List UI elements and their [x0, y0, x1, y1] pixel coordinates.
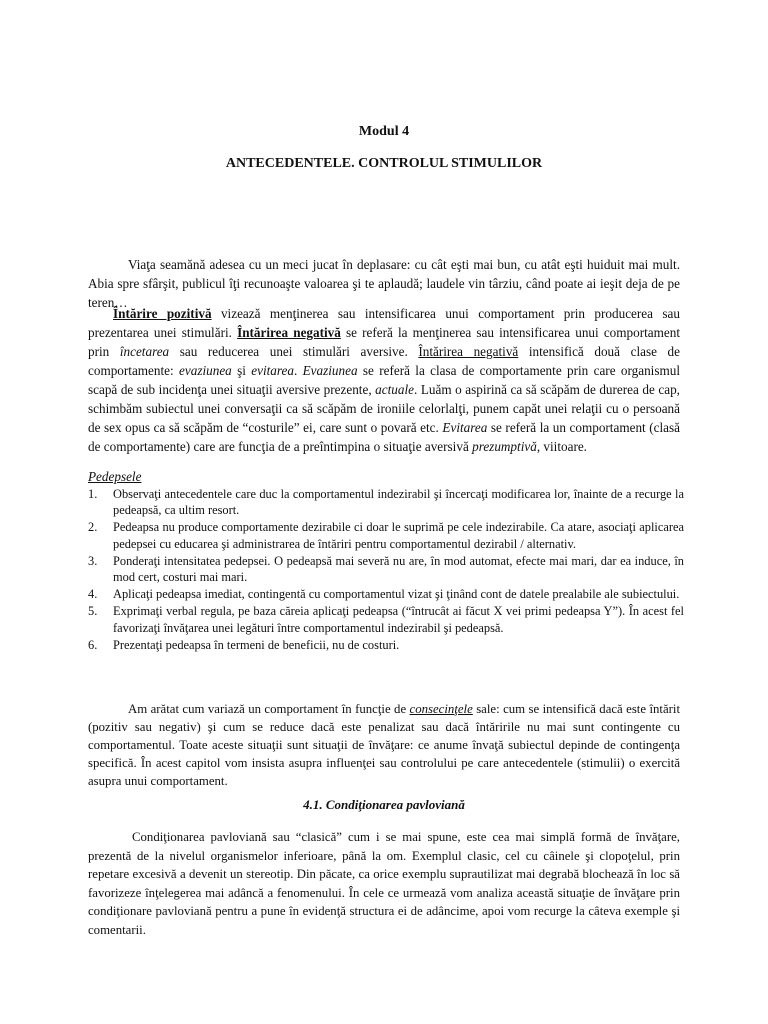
- text-segment: Am arătat cum variază un comportament în funcţie de: [128, 702, 410, 716]
- chapter-title: ANTECEDENTELE. CONTROLUL STIMULILOR: [225, 156, 543, 171]
- section-paragraph: Condiţionarea pavloviană sau “clasică” cum i se mai spune, este cea mai simplă formă de învăţare, prezentă de la nivelul organismelor inferioare, până la om. Exemplul clasic, cel cu câinele şi clopoţelul, prin repetare excesivă a devenit un stereotip. Din păcate, ca orice exemplu suprautilizat mai degrabă blochează în loc să favorizeze înţelegerea mai adâncă a fenomenului. În cele ce urmează vom analiza această situaţie de învăţare prin condiţionare pavloviană pentru a pune în evidenţă structura ei de adâncime, apoi vom recurge la câteva exemple şi comentarii.: [88, 830, 680, 937]
- list-item: [88, 486, 684, 518]
- list-number: 2.: [88, 520, 98, 535]
- list-number: 4.: [88, 587, 98, 602]
- text-segment: vizează menţinerea sau intensificarea unui comportament prin producerea sau prezentarea unei stimulări.: [88, 306, 680, 340]
- text-segment: se referă la un comportament (clasă de comportamente) care are funcţia de a preîntimpina o situaţie aversivă: [88, 420, 680, 454]
- list-number: 1.: [88, 487, 98, 501]
- list-number: 5.: [88, 604, 98, 619]
- module-label: Modul 4: [358, 124, 410, 139]
- emphasis-cessation: încetarea: [119, 344, 170, 359]
- emphasis-presumptive: prezumptivă: [472, 439, 537, 454]
- emphasis-escape-2: Evaziunea: [302, 363, 358, 378]
- term-positive-reinforcement: Întărire pozitivă: [113, 306, 212, 321]
- term-negative-reinforcement-2: Întărirea negativă: [418, 344, 519, 359]
- emphasis-avoidance-2: Evitarea: [442, 420, 488, 435]
- intro-paragraph: Viaţa seamănă adesea cu un meci jucat în deplasare: cu cât eşti mai bun, cu atât eşti huiduit mai mult. Abia spre sfârşit, publicul îţi recunoaşte valoarea şi te aplaudă; laudele vin târziu, când poate ai ieşit deja de pe teren…: [88, 257, 680, 310]
- list-item-text: Aplicaţi pedeapsa imediat, contingentă cu comportamentul vizat şi ţinând cont de datele prealabile ale subiectului.: [113, 587, 680, 602]
- list-item: [88, 553, 684, 585]
- list-item: [88, 586, 684, 602]
- term-negative-reinforcement: Întărirea negativă: [237, 325, 341, 340]
- list-item: [88, 637, 684, 653]
- emphasis-consequences: consecinţele: [409, 702, 473, 716]
- list-item-text: Prezentaţi pedeapsa în termeni de beneficii, nu de costuri.: [113, 637, 400, 652]
- text-segment: . Luăm o aspirină ca să scăpăm de durerea de cap, schimbăm subiectul unei conversaţii ca să scăpăm de ironiile celorlalţi, punem capăt unei relaţii cu o persoană de sex opus ca să scăpăm de “costurile” ei, care sunt o povară etc.: [88, 382, 680, 435]
- text-segment: intensifică două clase de comportamente:: [88, 344, 680, 378]
- text-segment: sau reducerea unei stimulări aversive.: [169, 344, 419, 359]
- text-segment: sale: cum se intensifică dacă este întărit (pozitiv sau negativ) şi cum se reduce dacă este penalizat sau dacă întăririle nu mai sunt contingente cu comportamentul. Toate aceste situaţii sunt situaţii de învăţare: ce anume învaţă subiectul depinde de contingenţa specifică. În acest capitol vom insista asupra influenţei sau controlului pe care antecedentele (stimulii) o exercită asupra unui comportament.: [88, 702, 681, 788]
- summary-paragraph: [88, 700, 680, 790]
- section-title: 4.1. Condiţionarea pavloviană: [303, 797, 465, 812]
- list-item: [88, 603, 684, 635]
- emphasis-actual: actuale: [375, 382, 414, 397]
- list-number: 3.: [88, 553, 98, 568]
- emphasis-escape: evaziunea: [179, 363, 232, 378]
- emphasis-avoidance: evitarea: [251, 363, 294, 378]
- text-segment: se referă la clasa de comportamente prin care organismul scapă de sub incidenţa unei situaţii aversive prezente,: [88, 363, 680, 397]
- list-item: [88, 519, 684, 551]
- text-segment: , viitoare.: [536, 439, 587, 454]
- text-segment: .: [293, 363, 303, 378]
- reinforcement-paragraph: [88, 304, 680, 456]
- text-segment: şi: [231, 363, 252, 378]
- list-number: 6.: [88, 637, 98, 652]
- punishments-heading: Pedepsele: [88, 469, 142, 484]
- punishments-list: [88, 486, 684, 654]
- list-item-text: Pedeapsa nu produce comportamente dezirabile ci doar le suprimă pe cele indezirabile. Ca atare, asociaţi aplicarea pedepsei cu educarea şi administrarea de întăriri pentru comportamentul dezirabil / alternativ.: [113, 520, 684, 551]
- list-item-text: Ponderaţi intensitatea pedepsei. O pedeapsă mai severă nu are, în mod automat, efecte mai mari, dar ea induce, în mod cert, costuri mai mari.: [113, 553, 684, 585]
- list-item-text: Exprimaţi verbal regula, pe baza căreia aplicaţi pedeapsa (“întrucât ai făcut X vei primi pedeapsa Y”). În acest fel favorizaţi învăţarea unei legături între comportamentul indezirabil şi pedeapsă.: [113, 604, 684, 635]
- list-item-text: Observaţi antecedentele care duc la comportamentul indezirabil şi încercaţi modificarea lor, înainte de a recurge la pedeapsă, ca ultim resort.: [113, 487, 684, 518]
- text-segment: se referă la menţinerea sau intensificarea unui comportament prin: [88, 325, 680, 359]
